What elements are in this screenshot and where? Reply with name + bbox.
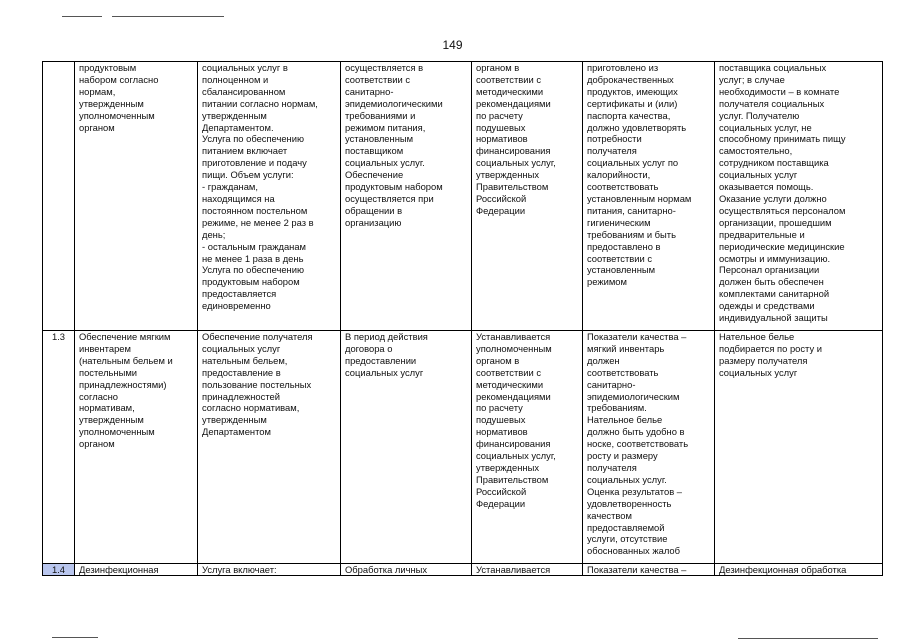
row-number: [43, 62, 75, 331]
scan-artifact-bottom-right: [738, 638, 878, 639]
conditions-cell: Дезинфекционная обработка: [715, 564, 883, 576]
quality-indicators-cell: Показатели качества –: [583, 564, 715, 576]
scan-artifact-top-mid: [112, 16, 224, 17]
service-name-cell: Обеспечение мягким инвентарем (нательным бельем и постельными принадлежностями) согласно нормативам, утвержденным уполномоченным органом: [75, 331, 198, 564]
service-description-cell: Обеспечение получателя социальных услуг нательным бельем, предоставление в пользование постельных принадлежностей согласно нормативам, утвержденным Департаментом: [198, 331, 341, 564]
page-number: 149: [442, 38, 463, 52]
quality-indicators-cell: Показатели качества – мягкий инвентарь должен соответствовать санитарно- эпидемиологическим требованиям. Нательное белье должно быть удобно в носке, соответствовать росту и размеру получателя социальных услуг. Оценка результатов – удовлетворенность качеством предоставляемой услуги, отсутствие обоснованных жалоб: [583, 331, 715, 564]
service-description-cell: социальных услуг в полноценном и сбалансированном питании согласно нормам, утвержденным Департаментом. Услуга по обеспечению питанием включает приготовление и подачу пищи. Объем услуги: - гражданам, находящимся на постоянном постельном режиме, не менее 2 раз в день; - остальным гражданам не менее 1 раза в день Услуга по обеспечению продуктовым набором предоставляется единовременно: [198, 62, 341, 331]
conditions-cell: поставщика социальных услуг; в случае необходимости – в комнате получателя социальных услуг. Получателю социальных услуг, не способному принимать пищу самостоятельно, сотрудником поставщика социальных услуг оказывается помощь. Оказание услуги должно осуществляться персоналом организации, прошедшим предварительные и периодические медицинские осмотры и иммунизацию. Персонал организации должен быть обеспечен комплектами санитарной одежды и средствами индивидуальной защиты: [715, 62, 883, 331]
table-row: [43, 331, 883, 564]
table-row: [43, 564, 883, 576]
service-cost-cell: Устанавливается уполномоченным органом в соответствии с методическими рекомендациями по расчету подушевых нормативов финансирования социальных услуг, утвержденных Правительством Российской Федерации: [472, 331, 583, 564]
service-timing-cell: осуществляется в соответствии с санитарно- эпидемиологическими требованиями и режимом питания, установленным поставщиком социальных услуг. Обеспечение продуктовым набором осуществляется при обращении в организацию: [341, 62, 472, 331]
table-row: [43, 62, 883, 331]
services-table: [42, 61, 883, 576]
scan-artifact-bottom-left: [52, 637, 98, 638]
service-cost-cell: Устанавливается: [472, 564, 583, 576]
service-cost-cell: органом в соответствии с методическими рекомендациями по расчету подушевых нормативов финансирования социальных услуг, утвержденных Правительством Российской Федерации: [472, 62, 583, 331]
row-number: 1.3: [43, 331, 75, 564]
service-description-cell: Услуга включает:: [198, 564, 341, 576]
quality-indicators-cell: приготовлено из доброкачественных продуктов, имеющих сертификаты и (или) паспорта качества, должно удовлетворять потребности получателя социальных услуг по калорийности, соответствовать установленным нормам питания, санитарно- гигиеническим требованиям и быть предоставлено в соответствии с установленным режимом: [583, 62, 715, 331]
service-timing-cell: В период действия договора о предоставлении социальных услуг: [341, 331, 472, 564]
service-name-cell: Дезинфекционная: [75, 564, 198, 576]
row-number: 1.4: [43, 564, 75, 576]
service-name-cell: продуктовым набором согласно нормам, утвержденным уполномоченным органом: [75, 62, 198, 331]
conditions-cell: Нательное белье подбирается по росту и размеру получателя социальных услуг: [715, 331, 883, 564]
service-timing-cell: Обработка личных: [341, 564, 472, 576]
scan-artifact-top-left: [62, 16, 102, 17]
